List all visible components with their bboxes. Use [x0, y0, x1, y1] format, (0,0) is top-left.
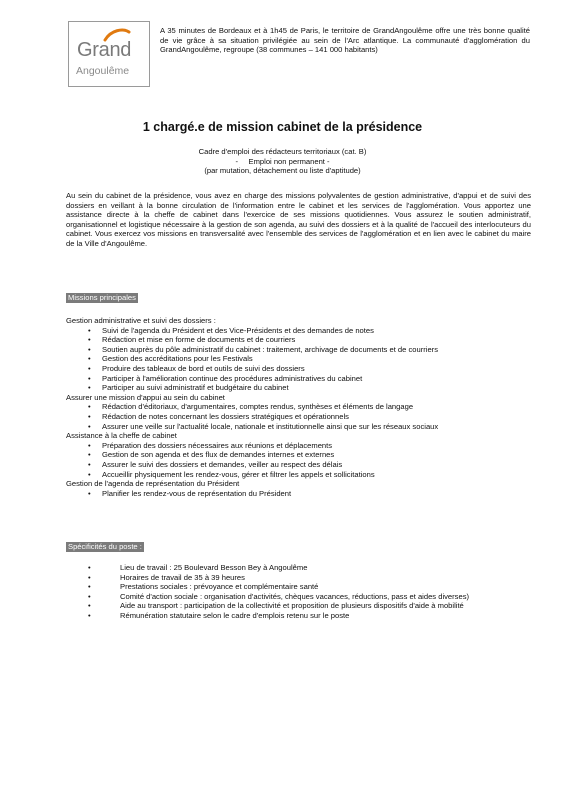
list-item: • Comité d'action sociale : organisation d'activités, chèques vacances, réductions, pass et aides diverses) — [66, 592, 534, 602]
list-item: • Assurer le suivi des dossiers et demandes, veiller au respect des délais — [66, 460, 536, 470]
mission-group-title: Assistance à la cheffe de cabinet — [66, 431, 177, 441]
mission-list — [66, 489, 536, 499]
list-item: • Rémunération statutaire selon le cadre d'emplois retenu sur le poste — [66, 611, 534, 621]
list-item: • Gestion de son agenda et des flux de demandes internes et externes — [66, 450, 536, 460]
section-heading: Spécificités du poste : — [68, 542, 142, 551]
list-item: • Soutien auprès du pôle administratif du cabinet : traitement, archivage de documents et de courriers — [66, 345, 536, 355]
logo-grand: Grand — [77, 39, 132, 61]
list-item: • Participer au suivi administratif et budgétaire du cabinet — [66, 383, 536, 393]
subtitle-line: (par mutation, détachement ou liste d'aptitude) — [204, 166, 361, 176]
section-heading: Missions principales — [68, 293, 136, 302]
missions-section — [66, 316, 536, 498]
list-item: • Aide au transport : participation de la collectivité et proposition de plusieurs dispositifs d'aide à mobilité — [66, 601, 534, 611]
list-item: • Suivi de l'agenda du Président et des Vice-Présidents et des demandes de notes — [66, 326, 536, 336]
list-item: • Produire des tableaux de bord et outils de suivi des dossiers — [66, 364, 536, 374]
list-item: • Participer à l'amélioration continue des procédures administratives du cabinet — [66, 374, 536, 384]
list-item: • Planifier les rendez-vous de représentation du Président — [66, 489, 536, 499]
logo-angouleme: Angoulême — [76, 65, 130, 77]
list-item: • Rédaction de notes concernant les dossiers stratégiques et opérationnels — [66, 412, 536, 422]
mission-list — [66, 326, 536, 393]
list-item: • Gestion des accréditations pour les Festivals — [66, 354, 536, 364]
list-item: • Accueillir physiquement les rendez-vous, gérer et filtrer les appels et sollicitations — [66, 470, 536, 480]
list-item: • Prestations sociales : prévoyance et complémentaire santé — [66, 582, 534, 592]
job-subtitle — [0, 147, 565, 176]
list-item: • Rédaction d'éditoriaux, d'argumentaires, comptes rendus, synthèses et éléments de langage — [66, 402, 536, 412]
mission-group-title: Assurer une mission d'appui au sein du cabinet — [66, 392, 225, 402]
page-title: 1 chargé.e de mission cabinet de la présidence — [142, 120, 423, 134]
list-item: • Horaires de travail de 35 à 39 heures — [66, 573, 534, 583]
subtitle-line: - Emploi non permanent - — [235, 156, 330, 166]
mission-list — [66, 441, 536, 479]
mission-group-title: Gestion de l'agenda de représentation du Président — [66, 479, 240, 489]
intro-text: A 35 minutes de Bordeaux et à 1h45 de Paris, le territoire de GrandAngoulême offre une très bonne qualité de vie grâce à sa situation privilégiée au sein de l'Arc atlantique. La communauté d'agglomération du GrandAngoulême, regroupe (38 communes – 141 000 habitants) — [160, 26, 530, 55]
specs-heading — [66, 542, 144, 552]
grandangouleme-logo — [68, 21, 150, 87]
subtitle-line: Cadre d'emploi des rédacteurs territoriaux (cat. B) — [198, 147, 367, 156]
job-description: Au sein du cabinet de la présidence, vous avez en charge des missions polyvalentes de gestion administrative, d'appui et de suivi des dossiers en veillant à la bonne circulation de l'information entre le cabinet et les services de l'agglomération. Vous apportez une assistance directe à la cheffe de cabinet dans l'exercice de ses missions quotidiennes. Vous assurez le soutien administratif, organisationnel et logistique nécessaire à la gestion de son agenda, au suivi des dossiers et à la qualité de l'accueil des interlocuteurs du cabinet. Vous exercez vos missions en transversalité avec l'ensemble des services de l'agglomération et en lien avec le cabinet du maire de la Ville d'Angoulême. — [66, 191, 531, 248]
mission-group-title: Gestion administrative et suivi des dossiers : — [66, 316, 216, 325]
specs-section — [66, 563, 534, 621]
list-item: • Rédaction et mise en forme de documents et de courriers — [66, 335, 536, 345]
specs-list — [66, 563, 534, 621]
list-item: • Lieu de travail : 25 Boulevard Besson Bey à Angoulême — [66, 563, 534, 573]
mission-list — [66, 402, 536, 431]
missions-heading — [66, 293, 138, 303]
list-item: • Assurer une veille sur l'actualité locale, nationale et institutionnelle ainsi que sur les réseaux sociaux — [66, 422, 536, 432]
list-item: • Préparation des dossiers nécessaires aux réunions et déplacements — [66, 441, 536, 451]
